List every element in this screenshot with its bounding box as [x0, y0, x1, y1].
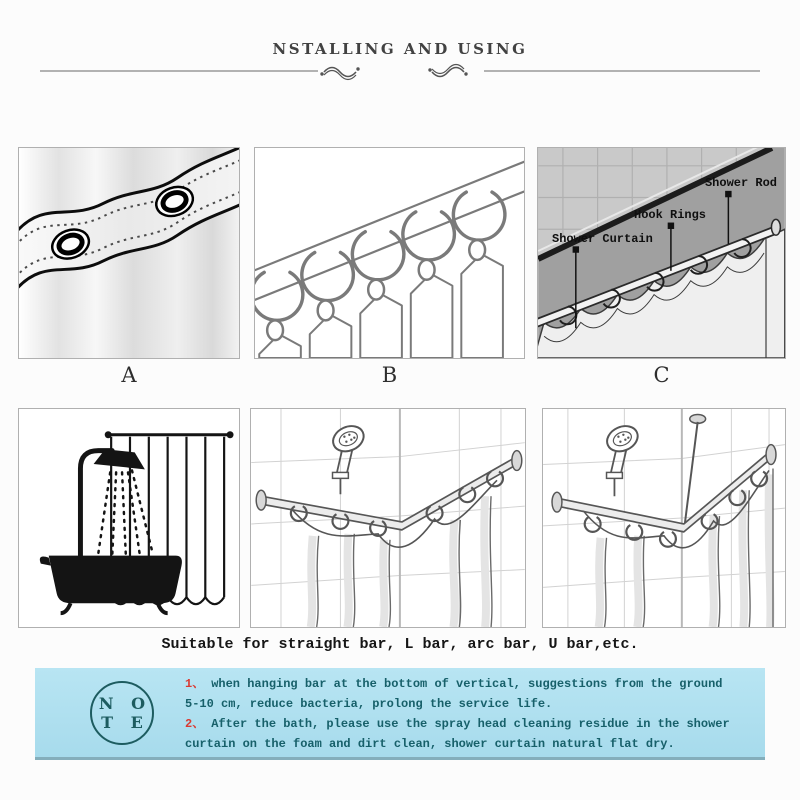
panel-a-caption: A	[121, 363, 137, 387]
note-item	[185, 674, 737, 714]
note-stamp-row: N O	[98, 694, 152, 713]
panel-c-caption: C	[653, 363, 670, 387]
note-stamp-icon	[90, 681, 154, 745]
panel-corner-bar-left-view	[250, 408, 526, 628]
divider-ornament-icon	[40, 58, 760, 84]
curtain-grommet-icon	[19, 148, 239, 358]
note-box	[35, 668, 765, 760]
label-shower-rod: Shower Rod	[704, 176, 777, 190]
note-item-number: 1、	[185, 677, 205, 691]
page-title: NSTALLING AND USING	[272, 40, 528, 58]
note-item-number: 2、	[185, 717, 205, 731]
panel-bathtub-straight-bar	[18, 408, 240, 628]
hook-rings-rod-icon	[255, 148, 524, 358]
suitable-caption: Suitable for straight bar, L bar, arc bar, U bar,etc.	[161, 636, 639, 653]
note-item-text: After the bath, please use the spray head cleaning residue in the shower curtain on the foam and dirt clean, shower curtain natural flat dry.	[185, 717, 730, 751]
label-hook-rings: Hook Rings	[634, 208, 707, 222]
corner-rod-shower-icon	[543, 409, 785, 627]
panel-a-grommet-curtain	[18, 147, 240, 359]
panel-corner-bar-right-view	[542, 408, 786, 628]
corner-rod-shower-icon	[251, 409, 525, 627]
panel-b-caption: B	[381, 363, 398, 387]
note-items	[185, 674, 737, 754]
panel-c-installed-curtain	[537, 147, 786, 359]
bathtub-shower-icon	[19, 409, 239, 627]
panel-b-hooks-on-rod	[254, 147, 525, 359]
note-stamp-row: T E	[101, 713, 149, 732]
note-item-text: when hanging bar at the bottom of vertical, suggestions from the ground 5-10 cm, reduce bacteria, prolong the service life.	[185, 677, 723, 711]
note-item	[185, 714, 737, 754]
label-shower-curtain: Shower Curtain	[552, 232, 653, 246]
